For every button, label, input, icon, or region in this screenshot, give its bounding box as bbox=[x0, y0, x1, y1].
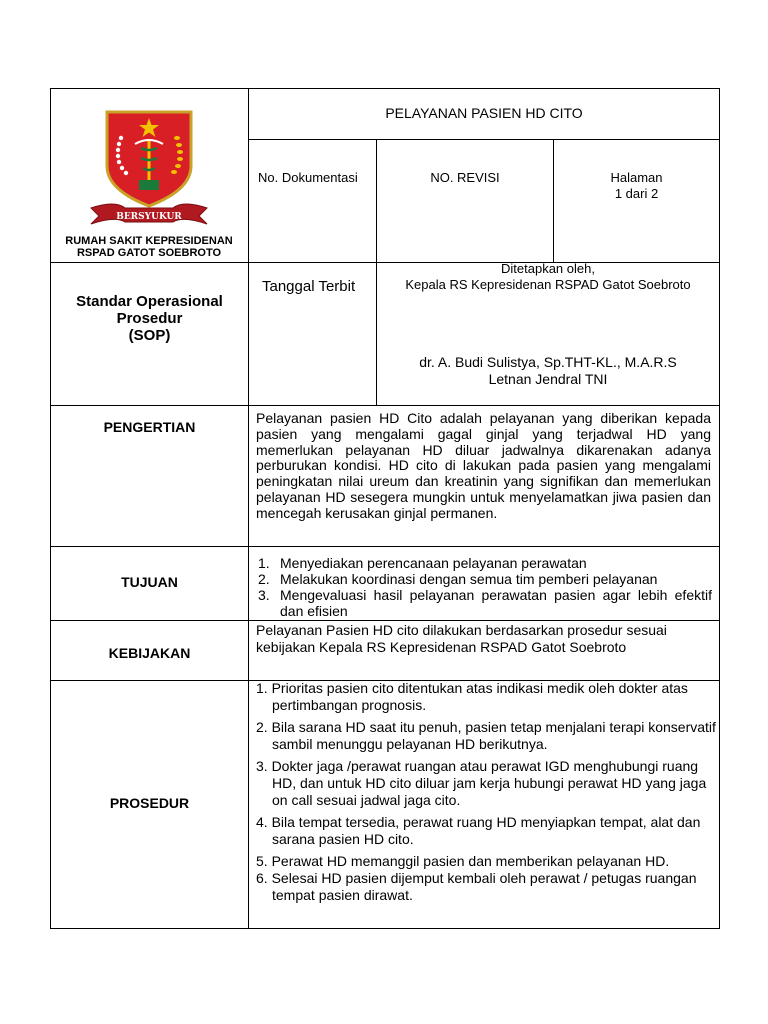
tujuan-item-text: Melakukan koordinasi dengan semua tim pemberi pelayanan bbox=[280, 571, 658, 587]
issue-date-label: Tanggal Terbit bbox=[262, 278, 356, 295]
tujuan-item-number: 1. bbox=[258, 555, 270, 571]
prosedur-step: 6. Selesai HD pasien dijemput kembali oleh perawat / petugas ruangan tempat pasien dirawat. bbox=[256, 870, 697, 903]
row-divider-sop bbox=[50, 405, 720, 406]
hospital-name-line2: RSPAD GATOT SOEBROTO bbox=[76, 247, 222, 259]
crest-emblem bbox=[85, 104, 213, 230]
row-divider-pengertian bbox=[50, 546, 720, 547]
row-divider-title bbox=[248, 139, 720, 140]
prosedur-label: PROSEDUR bbox=[109, 795, 190, 811]
prosedur-step: 3. Dokter jaga /perawat ruangan atau perawat IGD menghubungi ruang HD, dan untuk HD cito diluar jam kerja hubungi perawat HD yang jaga on call sesuai jadwal jaga cito. bbox=[256, 758, 707, 808]
hospital-logo bbox=[85, 104, 213, 230]
tujuan-item-text: Mengevaluasi hasil pelayanan perawatan pasien agar lebih efektif dan efisien bbox=[280, 587, 712, 619]
page-value: 1 dari 2 bbox=[614, 186, 659, 201]
prosedur-step: 4. Bila tempat tersedia, perawat ruang HD menyiapkan tempat, alat dan sarana pasien HD cito. bbox=[256, 814, 701, 847]
prosedur-list bbox=[256, 680, 716, 909]
signatory-rank: Letnan Jendral TNI bbox=[488, 371, 608, 387]
pengertian-text: Pelayanan pasien HD Cito adalah pelayanan yang diberikan kepada pasien yang mengalami gagal ginjal yang terjadwal HD yang memerlukan pelayanan HD diluar jadwalnya dikarenakan adanya perburukan kondisi. HD cito di lakukan pada pasien yang mengalami peningkatan nilai ureum dan kreatinin yang signifikan dan memerlukan pelayanan HD sesegera mungkin untuk menyelamatkan jiwa pasien dan mencegah kerusakan ginjal permanen. bbox=[256, 410, 711, 521]
column-divider bbox=[248, 88, 249, 929]
established-by-block bbox=[377, 261, 719, 293]
page-label: Halaman bbox=[610, 170, 663, 185]
border-bottom bbox=[50, 928, 720, 929]
tujuan-item bbox=[256, 555, 712, 571]
director-position: Kepala RS Kepresidenan RSPAD Gatot Soebroto bbox=[405, 277, 691, 292]
kebijakan-text: Pelayanan Pasien HD cito dilakukan berdasarkan prosedur sesuai kebijakan Kepala RS Kepresidenan RSPAD Gatot Soebroto bbox=[256, 622, 667, 655]
hospital-name bbox=[52, 235, 246, 259]
tujuan-label: TUJUAN bbox=[121, 574, 178, 590]
tujuan-list bbox=[256, 555, 712, 619]
signatory bbox=[377, 354, 719, 388]
tujuan-item-text: Menyediakan perencanaan pelayanan perawatan bbox=[280, 555, 587, 571]
sop-title-line2: Prosedur bbox=[116, 310, 183, 327]
doc-number-label: No. Dokumentasi bbox=[258, 170, 358, 185]
established-by: Ditetapkan oleh, bbox=[501, 261, 595, 276]
tujuan-item-number: 3. bbox=[258, 587, 270, 603]
signatory-name: dr. A. Budi Sulistya, Sp.THT-KL., M.A.R.S bbox=[419, 354, 677, 370]
sop-title-line3: (SOP) bbox=[128, 327, 171, 344]
page-title: PELAYANAN PASIEN HD CITO bbox=[385, 105, 583, 121]
prosedur-step: 5. Perawat HD memanggil pasien dan memberikan pelayanan HD. bbox=[256, 853, 670, 869]
border-top bbox=[50, 88, 720, 89]
sop-title bbox=[51, 293, 248, 344]
tujuan-item-number: 2. bbox=[258, 571, 270, 587]
tujuan-item bbox=[256, 571, 712, 587]
prosedur-step: 2. Bila sarana HD saat itu penuh, pasien tetap menjalani terapi konservatif sambil menunggu pelayanan HD berikutnya. bbox=[256, 719, 716, 752]
page-number bbox=[554, 170, 719, 202]
logo-banner-text: BERSYUKUR bbox=[116, 212, 182, 222]
revision-label: NO. REVISI bbox=[430, 170, 500, 185]
border-right bbox=[719, 88, 720, 929]
row-divider-tujuan bbox=[50, 620, 720, 621]
tujuan-item bbox=[256, 587, 712, 619]
pengertian-label: PENGERTIAN bbox=[103, 419, 196, 435]
kebijakan-label: KEBIJAKAN bbox=[108, 645, 191, 661]
hospital-name-line1: RUMAH SAKIT KEPRESIDENAN bbox=[65, 235, 233, 247]
sop-title-line1: Standar Operasional bbox=[76, 293, 223, 310]
prosedur-step: 1. Prioritas pasien cito ditentukan atas indikasi medik oleh dokter atas pertimbangan prognosis. bbox=[256, 680, 688, 713]
